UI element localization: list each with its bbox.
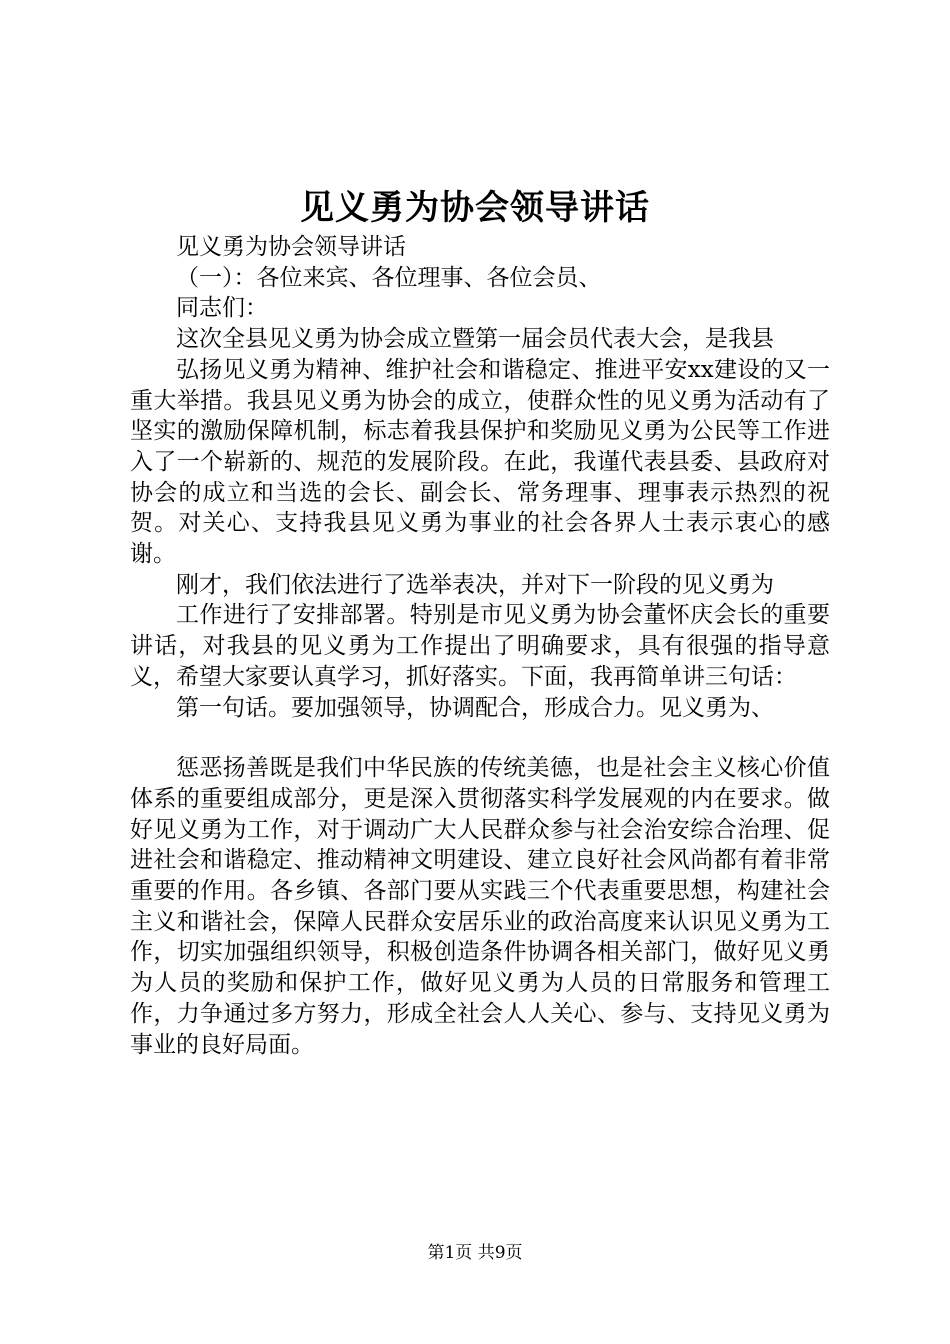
paragraph: 工作进行了安排部署。特别是市见义勇为协会董怀庆会长的重要讲话，对我县的见义勇为工作提出了明确要求，具有很强的指导意义，希望大家要认真学习，抓好落实。下面，我再简单讲三句话： (130, 602, 830, 690)
document-body (130, 232, 830, 1060)
paragraph: 见义勇为协会领导讲话 (176, 234, 406, 260)
paragraph: 刚才，我们依法进行了选举表决，并对下一阶段的见义勇为 (176, 571, 774, 598)
paragraph: 弘扬见义勇为精神、维护社会和谐稳定、推进平安xx建设的又一重大举措。我县见义勇为协会的成立，使群众性的见义勇为活动有了坚实的激励保障机制，标志着我县保护和奖励见义勇为公民等工作进入了一个崭新的、规范的发展阶段。在此，我谨代表县委、县政府对协会的成立和当选的会长、副会长、常务理事、理事表示热烈的祝贺。对关心、支持我县见义勇为事业的社会各界人士表示衷心的感谢。 (130, 356, 830, 568)
paragraph: 同志们： (176, 295, 268, 322)
page-number-footer: 第1页 共9页 (427, 1243, 523, 1263)
paragraph: 第一句话。要加强领导，协调配合，形成合力。见义勇为、 (176, 694, 774, 721)
document-title: 见义勇为协会领导讲话 (300, 188, 650, 228)
paragraph: 惩恶扬善既是我们中华民族的传统美德，也是社会主义核心价值体系的重要组成部分，更是深入贯彻落实科学发展观的内在要求。做好见义勇为工作，对于调动广大人民群众参与社会治安综合治理、促进社会和谐稳定、推动精神文明建设、建立良好社会风尚都有着非常重要的作用。各乡镇、各部门要从实践三个代表重要思想，构建社会主义和谐社会，保障人民群众安居乐业的政治高度来认识见义勇为工作，切实加强组织领导，积极创造条件协调各相关部门，做好见义勇为人员的奖励和保护工作，做好见义勇为人员的日常服务和管理工作，力争通过多方努力，形成全社会人人关心、参与、支持见义勇为事业的良好局面。 (130, 755, 830, 1058)
paragraph-gap (130, 723, 830, 753)
paragraph: 这次全县见义勇为协会成立暨第一届会员代表大会，是我县 (176, 326, 774, 353)
paragraph: （一）：各位来宾、各位理事、各位会员、 (176, 264, 602, 291)
